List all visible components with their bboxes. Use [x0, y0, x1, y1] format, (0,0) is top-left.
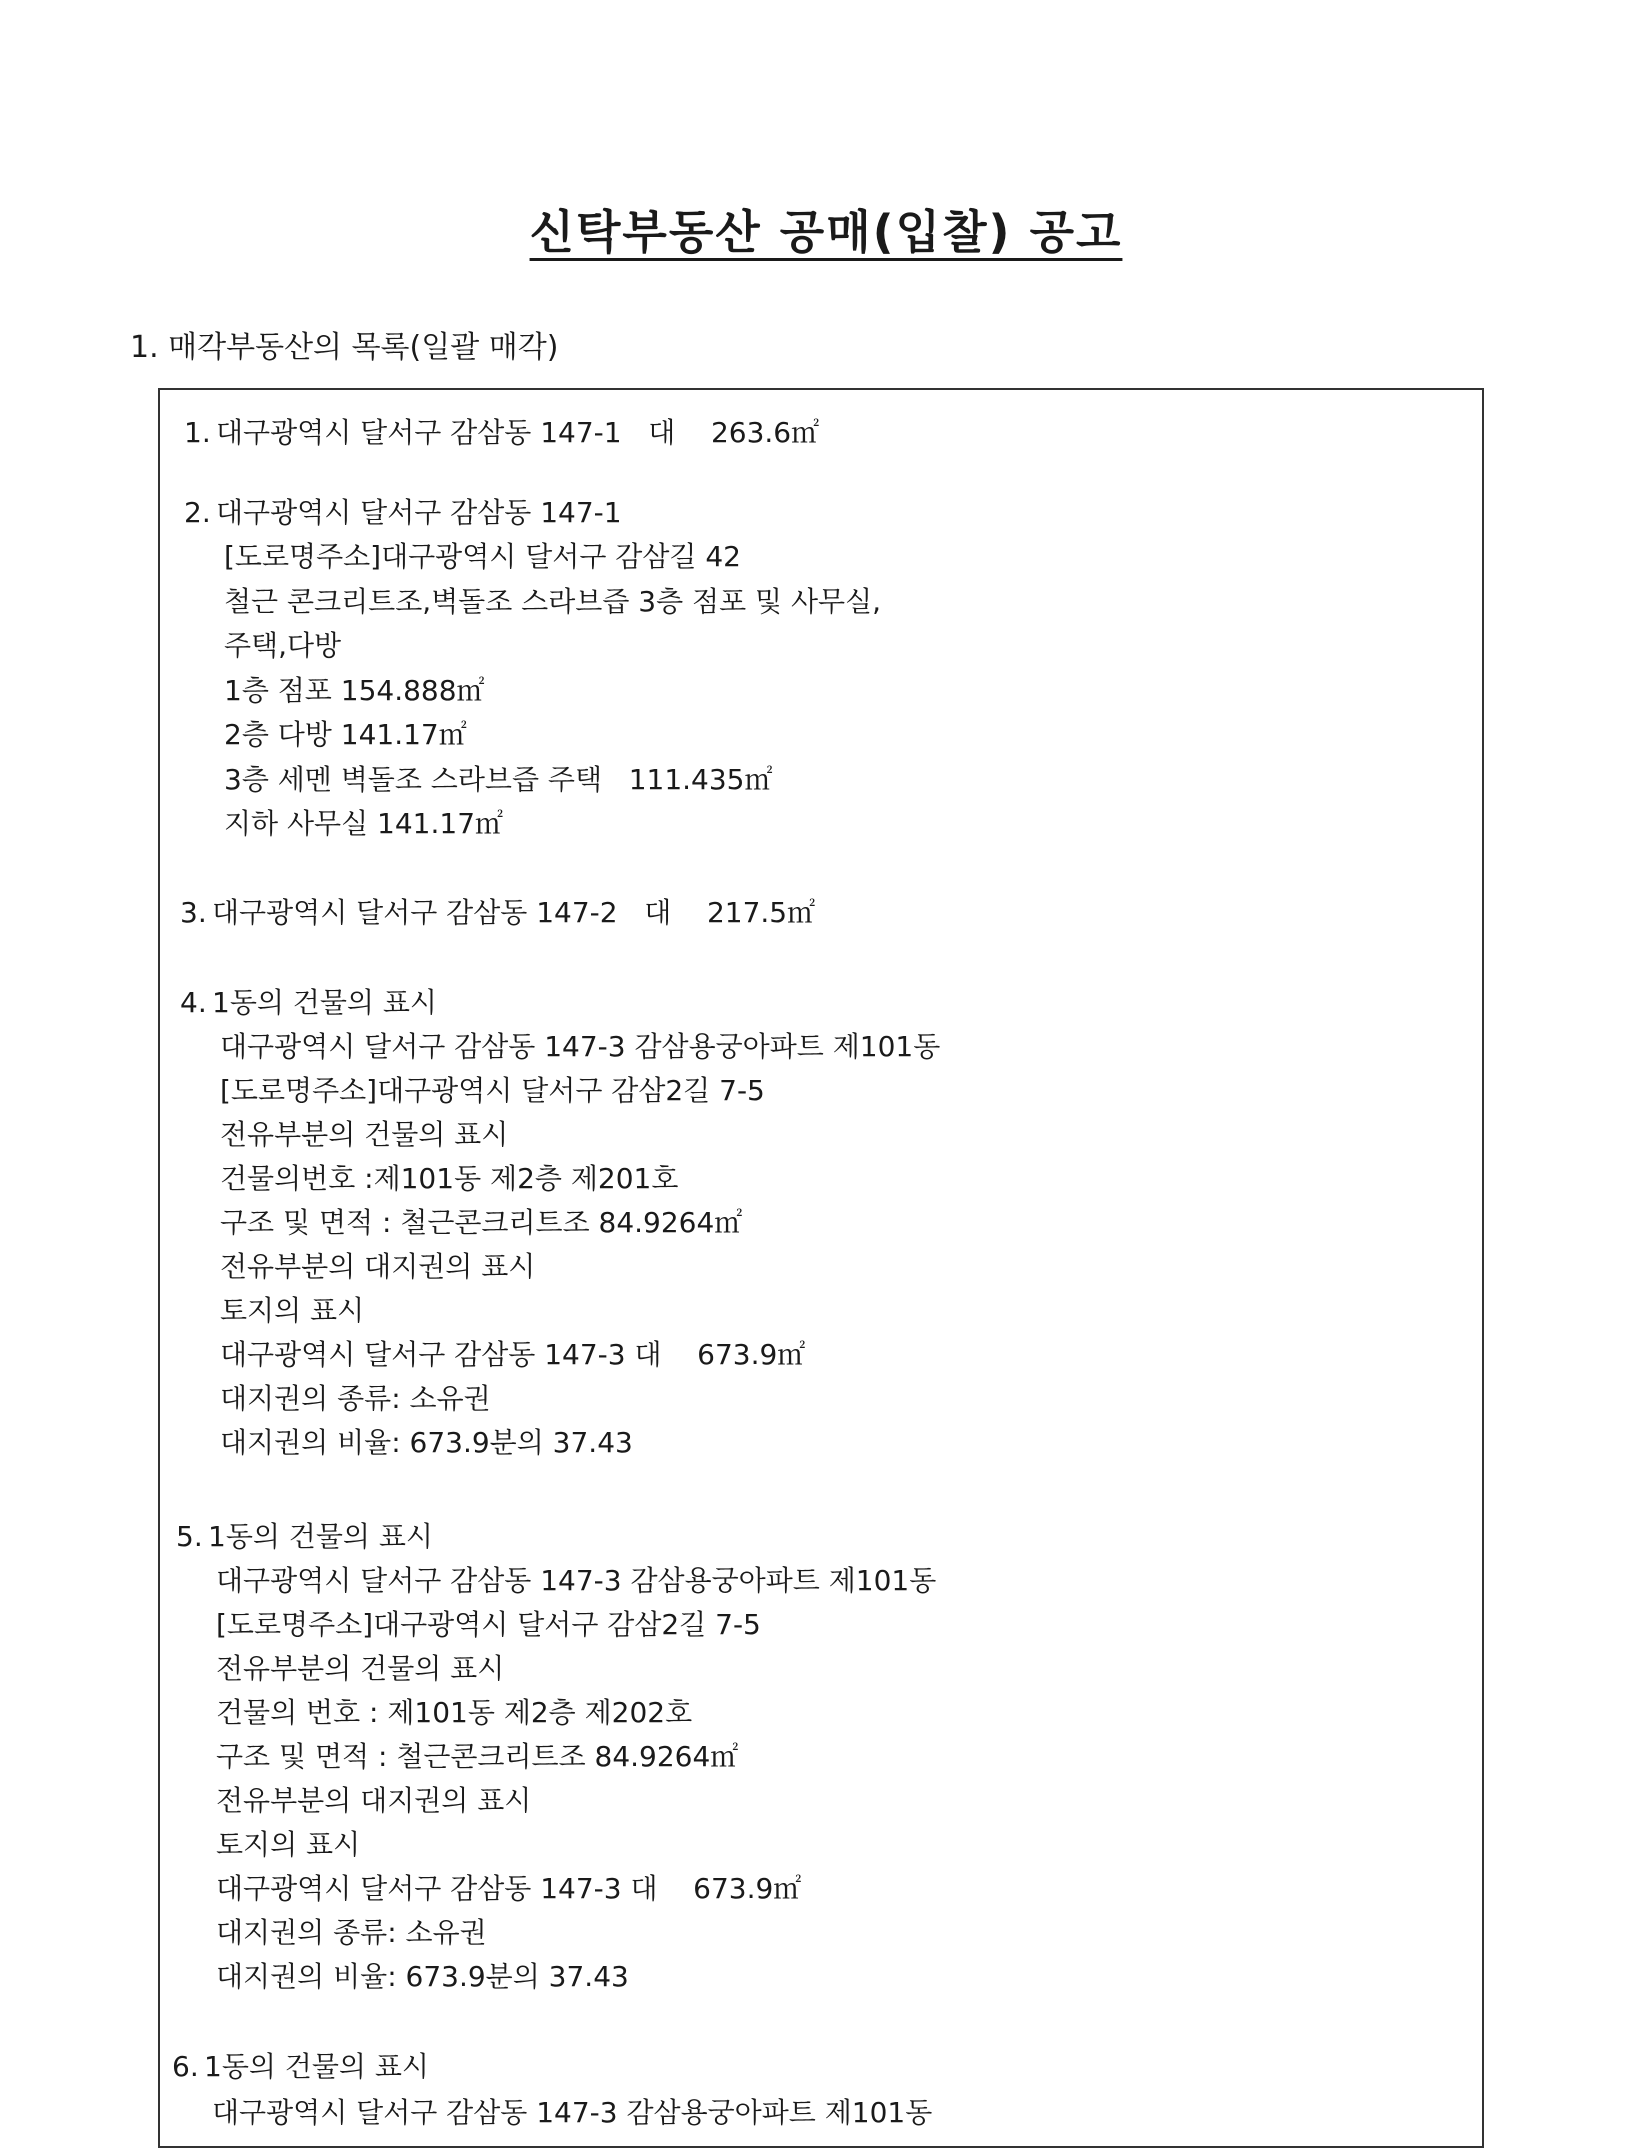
- item-line: 건물의번호 :제101동 제2층 제201호: [220, 1162, 679, 1195]
- item-line: 구조 및 면적 : 철근콘크리트조 84.9264㎡: [220, 1206, 743, 1239]
- item-line: 지하 사무실 141.17㎡: [224, 807, 504, 840]
- item-number: 5.: [176, 1520, 203, 1553]
- item-line: 구조 및 면적 : 철근콘크리트조 84.9264㎡: [216, 1740, 739, 1773]
- property-list-box: [158, 388, 1484, 2148]
- item-number: 4.: [180, 986, 207, 1019]
- item-line: 건물의 번호 : 제101동 제2층 제202호: [216, 1696, 693, 1729]
- item-number: 2.: [184, 496, 211, 529]
- item-line: 전유부분의 건물의 표시: [220, 1118, 509, 1151]
- item-line: 2층 다방 141.17㎡: [224, 718, 467, 751]
- item-line: 대지권의 비율: 673.9분의 37.43: [216, 1960, 629, 1993]
- item-line: 전유부분의 건물의 표시: [216, 1652, 505, 1685]
- item-line: 1층 점포 154.888㎡: [224, 674, 485, 707]
- item-line: 1동의 건물의 표시: [204, 2050, 429, 2083]
- item-line: 대구광역시 달서구 감삼동 147-1 대 263.6㎡: [216, 416, 820, 449]
- item-line: 전유부분의 대지권의 표시: [220, 1250, 536, 1283]
- item-number: 3.: [180, 896, 207, 929]
- item-line: 대구광역시 달서구 감삼동 147-2 대 217.5㎡: [212, 896, 816, 929]
- item-line: 토지의 표시: [220, 1294, 365, 1327]
- item-number: 6.: [172, 2050, 199, 2083]
- item-line: 대구광역시 달서구 감삼동 147-1: [216, 496, 622, 529]
- item-line: 철근 콘크리트조,벽돌조 스라브즙 3층 점포 및 사무실,: [224, 585, 882, 618]
- item-line: [도로명주소]대구광역시 달서구 감삼2길 7-5: [216, 1608, 761, 1641]
- item-line: 대구광역시 달서구 감삼동 147-3 감삼용궁아파트 제101동: [220, 1030, 941, 1063]
- item-line: 1동의 건물의 표시: [208, 1520, 433, 1553]
- item-line: 토지의 표시: [216, 1828, 361, 1861]
- item-line: 대지권의 종류: 소유권: [220, 1382, 491, 1415]
- item-line: 대구광역시 달서구 감삼동 147-3 대 673.9㎡: [216, 1872, 802, 1905]
- item-line: [도로명주소]대구광역시 달서구 감삼2길 7-5: [220, 1074, 765, 1107]
- item-line: [도로명주소]대구광역시 달서구 감삼길 42: [224, 540, 741, 573]
- item-number: 1.: [184, 416, 211, 449]
- item-line: 주택,다방: [224, 629, 342, 662]
- document-title: [0, 196, 1652, 262]
- item-line: 대구광역시 달서구 감삼동 147-3 대 673.9㎡: [220, 1338, 806, 1371]
- item-line: 전유부분의 대지권의 표시: [216, 1784, 532, 1817]
- item-line: 대구광역시 달서구 감삼동 147-3 감삼용궁아파트 제101동: [212, 2096, 933, 2129]
- item-line: 1동의 건물의 표시: [212, 986, 437, 1019]
- document-title-text: 신탁부동산 공매(입찰) 공고: [529, 205, 1123, 259]
- item-line: 대지권의 비율: 673.9분의 37.43: [220, 1426, 633, 1459]
- item-line: 대구광역시 달서구 감삼동 147-3 감삼용궁아파트 제101동: [216, 1564, 937, 1597]
- box-bottom-border: [160, 2146, 1482, 2148]
- item-line: 3층 세멘 벽돌조 스라브즙 주택 111.435㎡: [224, 763, 773, 796]
- item-line: 대지권의 종류: 소유권: [216, 1916, 487, 1949]
- section-heading: 1. 매각부동산의 목록(일괄 매각): [130, 330, 559, 365]
